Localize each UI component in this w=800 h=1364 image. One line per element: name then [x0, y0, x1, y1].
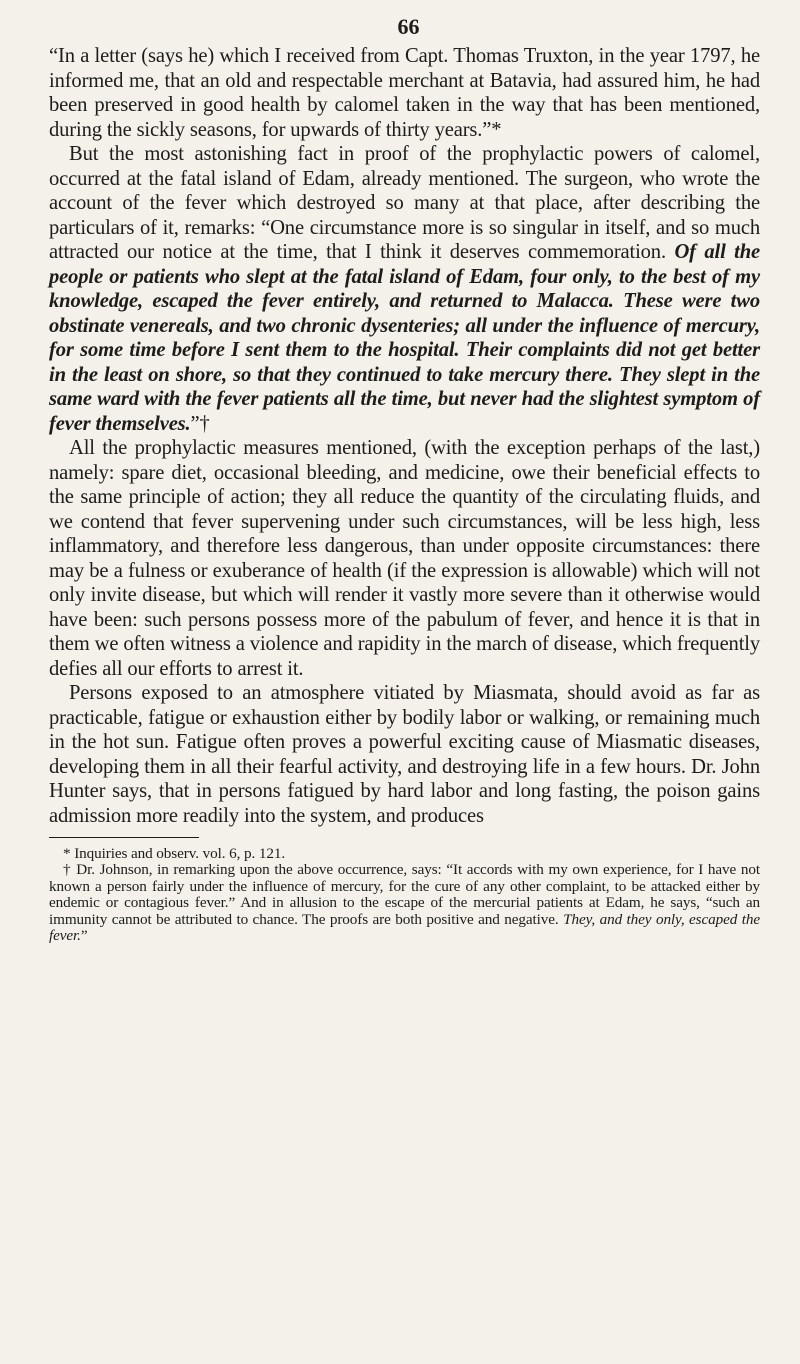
text-run: ”: [80, 927, 88, 945]
page-number: 66: [397, 14, 420, 39]
footnotes: [49, 846, 760, 944]
italic-text-run: Of all the people or patients who slept at the fatal island of Edam, four only, to the best of my knowledge, escaped the fever entirely, and returned to Malacca. These were two obstinate venereals, and two chronic dysenteries; all under the influence of mercury, for some time before I sent them to the hospital. Their complaints did not get better in the least on shore, so that they continued to take mercury there. They slept in the same ward with the fever patients all the time, but never had the slightest symptom of fever themselves.: [49, 241, 760, 435]
paragraph-truxton-letter: [49, 44, 760, 142]
paragraph-edam-calomel: [49, 142, 760, 436]
text-run: “In a letter (says he) which I received from Capt. Thomas Truxton, in the year 1797, he informed me, that an old and respectable merchant at Batavia, had assured him, he had been preserved in good health by calomel taken in the way that has been mentioned, during the sickly seasons, for upwards of thirty years.”*: [49, 45, 760, 141]
body-text: [49, 44, 760, 828]
text-run: Persons exposed to an atmosphere vitiated by Miasmata, should avoid as far as practicable, fatigue or exhaustion either by bodily labor or walking, or remaining much in the hot sun. Fatigue often proves a powerful exciting cause of Miasmatic diseases, developing them in all their fearful activity, and destroying life in a few hours. Dr. John Hunter says, that in persons fatigued by hard labor and long fasting, the poison gains admission more readily into the system, and produces: [49, 682, 760, 827]
text-run: ”†: [190, 412, 210, 435]
paragraph-prophylactic-measures: [49, 436, 760, 681]
text-run: But the most astonishing fact in proof of the prophylactic powers of calomel, occurred at the fatal island of Edam, already mentioned. The surgeon, who wrote the account of the fever which destroyed so many at that place, after describing the particulars of it, remarks: “One circumstance more is so singular in itself, and so much attracted our notice at the time, that I think it deserves commemoration.: [49, 143, 760, 263]
italic-text-run: They, and they only, escaped the fever.: [49, 910, 761, 945]
text-run: All the prophylactic measures mentioned, (with the exception perhaps of the last,) namely: spare diet, occasional bleeding, and medicine, owe their beneficial effects to the same principle of action; they all reduce the quantity of the circulating fluids, and we contend that fever supervening under such circumstances, will be less high, less inflammatory, and therefore less dangerous, than under opposite circumstances: there may be a fulness or exuberance of health (if the expression is allowable) which will not only invite disease, but which will render it vastly more severe than it otherwise would have been: such persons possess more of the pabulum of fever, and hence it is that in them we often witness a violence and rapidity in the march of disease, which frequently defies all our efforts to arrest it.: [49, 437, 760, 680]
text-run: * Inquiries and observ. vol. 6, p. 121.: [63, 845, 286, 862]
paragraph-fatigue-miasmata: [49, 681, 760, 828]
text-run: † Dr. Johnson, in remarking upon the above occurrence, says: “It accords with my own experience, for I have not known a person fairly under the influence of mercury, for the cure of any other complaint, to be attacked either by endemic or contagious fever.” And in allusion to the escape of the mercurial patients at Edam, he says, “such an immunity cannot be attributed to chance. The proofs are both positive and negative.: [49, 861, 760, 928]
footnote-inquiries: [49, 846, 760, 862]
footnote-johnson: [49, 862, 760, 944]
footnote-divider: [49, 837, 199, 838]
